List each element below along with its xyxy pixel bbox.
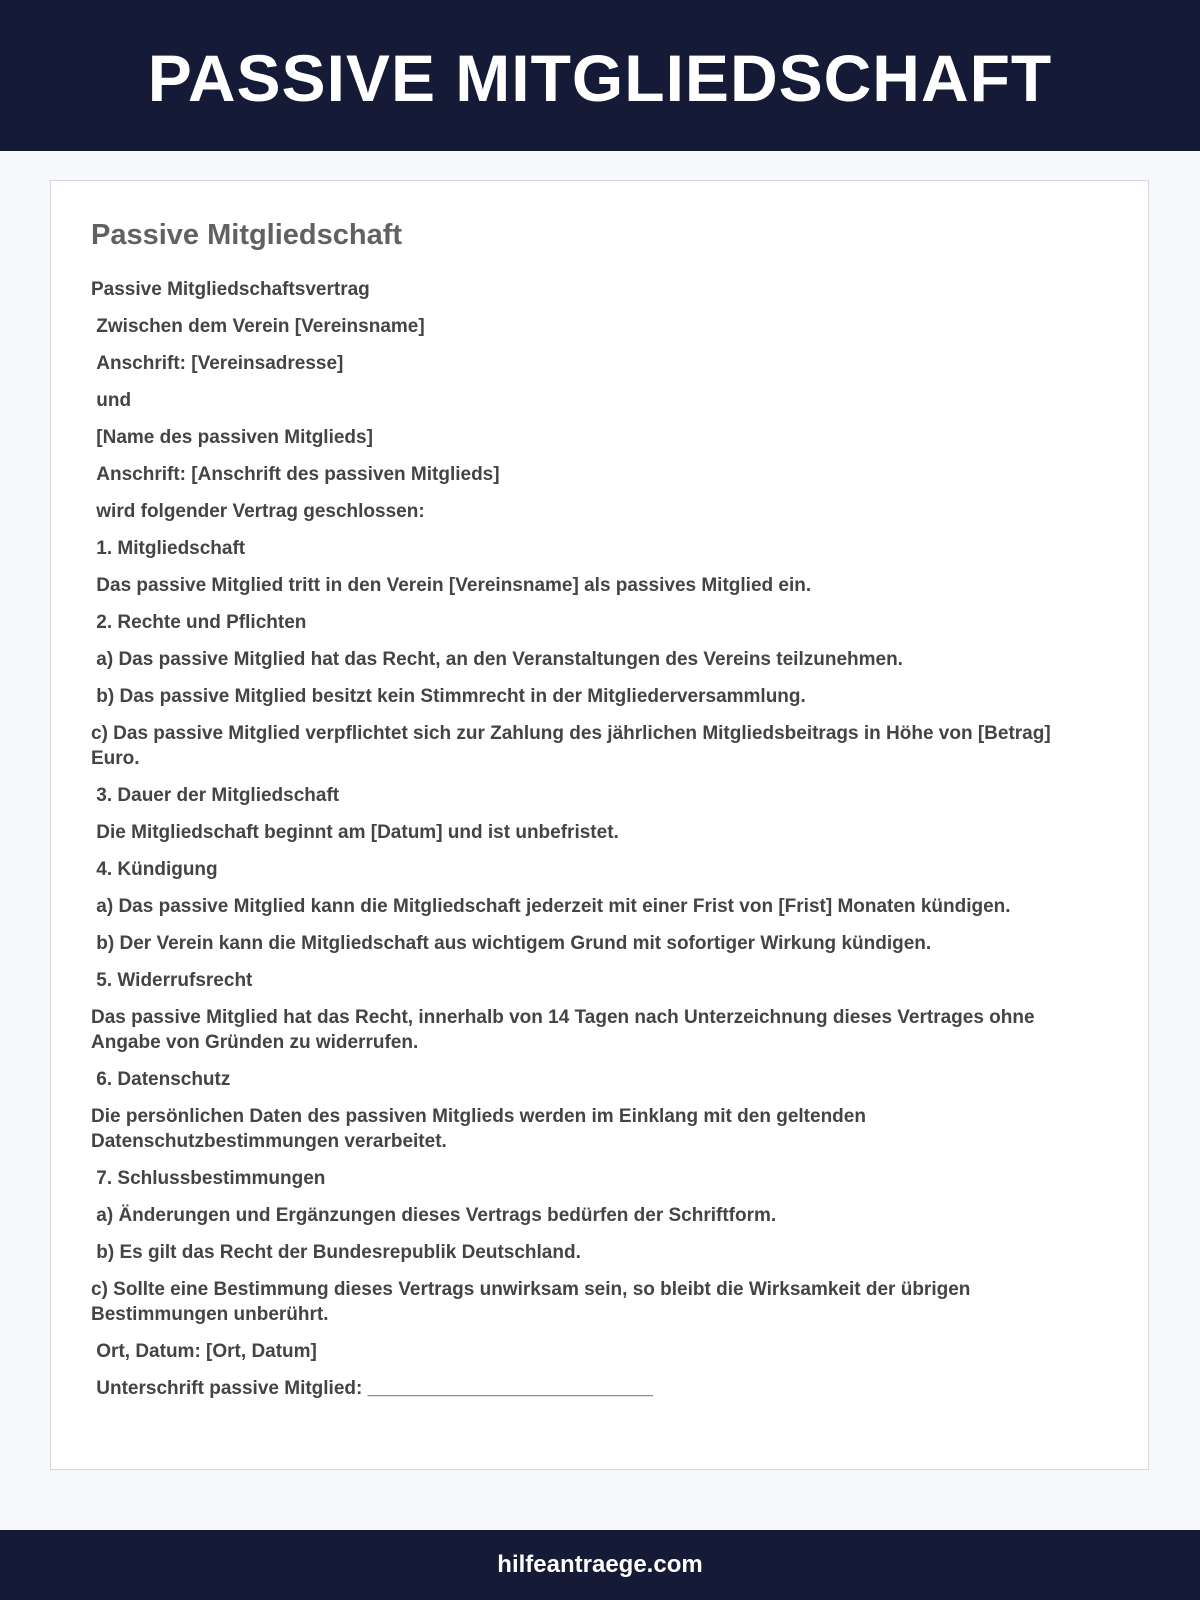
section-text: Die Mitgliedschaft beginnt am [Datum] und ist unbefristet. — [91, 822, 619, 843]
conjunction-line: und — [91, 390, 132, 411]
section-text: Das passive Mitglied tritt in den Verein [Vereinsname] als passives Mitglied ein. — [91, 575, 812, 596]
section-text: Das passive Mitglied hat das Recht, innerhalb von 14 Tagen nach Unterzeichnung dieses Vertrages ohne Angabe von Gründen zu widerrufen. — [91, 1007, 1040, 1053]
document-card — [50, 180, 1149, 1470]
section-heading: 4. Kündigung — [91, 859, 218, 880]
member-name-line: [Name des passiven Mitglieds] — [91, 427, 373, 448]
contract-title: Passive Mitgliedschaftsvertrag — [91, 279, 370, 300]
club-address-line: Anschrift: [Vereinsadresse] — [91, 353, 344, 374]
page-title: PASSIVE MITGLIEDSCHAFT — [147, 40, 1053, 115]
section-heading: 5. Widerrufsrecht — [91, 970, 253, 991]
footer-site-name: hilfeantraege.com — [497, 1551, 703, 1578]
clause-text: a) Das passive Mitglied hat das Recht, an den Veranstaltungen des Vereins teilzunehmen. — [91, 649, 903, 670]
document-body — [91, 277, 1091, 1413]
clause-text: a) Änderungen und Ergänzungen dieses Vertrags bedürfen der Schriftform. — [91, 1205, 777, 1226]
party-club-line: Zwischen dem Verein [Vereinsname] — [91, 316, 425, 337]
member-address-line: Anschrift: [Anschrift des passiven Mitglieds] — [91, 464, 500, 485]
clause-text: c) Das passive Mitglied verpflichtet sich zur Zahlung des jährlichen Mitgliedsbeitrags in Höhe von [Betrag] Euro. — [91, 723, 1056, 769]
section-heading: 6. Datenschutz — [91, 1069, 231, 1090]
clause-text: b) Das passive Mitglied besitzt kein Stimmrecht in der Mitgliederversammlung. — [91, 686, 806, 707]
section-heading: 1. Mitgliedschaft — [91, 538, 246, 559]
place-date-line: Ort, Datum: [Ort, Datum] — [91, 1341, 317, 1362]
intro-line: wird folgender Vertrag geschlossen: — [91, 501, 425, 522]
section-text: Die persönlichen Daten des passiven Mitglieds werden im Einklang mit den geltenden Datenschutzbestimmungen verarbeitet. — [91, 1106, 872, 1152]
clause-text: a) Das passive Mitglied kann die Mitgliedschaft jederzeit mit einer Frist von [Frist] Monaten kündigen. — [91, 896, 1011, 917]
section-heading: 2. Rechte und Pflichten — [91, 612, 307, 633]
clause-text: c) Sollte eine Bestimmung dieses Vertrags unwirksam sein, so bleibt die Wirksamkeit der übrigen Bestimmungen unberührt. — [91, 1279, 976, 1325]
section-heading: 7. Schlussbestimmungen — [91, 1168, 326, 1189]
clause-text: b) Der Verein kann die Mitgliedschaft aus wichtigem Grund mit sofortiger Wirkung kündigen. — [91, 933, 932, 954]
top-banner — [0, 0, 1200, 151]
document-heading: Passive Mitgliedschaft — [91, 219, 403, 251]
clause-text: b) Es gilt das Recht der Bundesrepublik Deutschland. — [91, 1242, 581, 1263]
section-heading: 3. Dauer der Mitgliedschaft — [91, 785, 340, 806]
footer-banner — [0, 1530, 1200, 1600]
signature-line: Unterschrift passive Mitglied: ___________________________ — [91, 1378, 653, 1399]
